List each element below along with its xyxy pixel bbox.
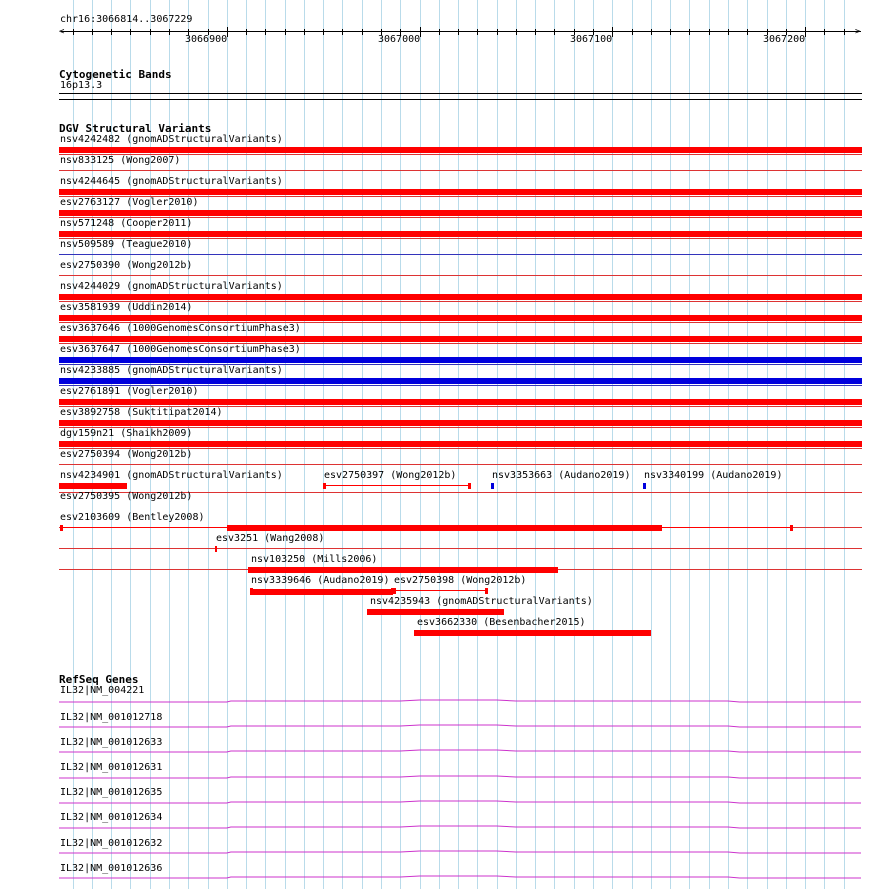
refseq-gene-label: IL32|NM_001012631 (60, 762, 163, 773)
dgv-feature-row[interactable] (0, 219, 890, 240)
dgv-track-title: DGV Structural Variants (59, 122, 212, 135)
ruler-minor-tick (632, 29, 633, 35)
dgv-feature-label: nsv571248 (Cooper2011) (60, 218, 193, 229)
ruler-minor-tick (497, 29, 498, 35)
dgv-feature-line (59, 464, 862, 465)
dgv-feature-label: nsv4244645 (gnomADStructuralVariants) (60, 176, 283, 187)
dgv-feature-label: esv3892758 (Suktitipat2014) (60, 407, 223, 418)
ruler-minor-tick (342, 29, 343, 35)
refseq-gene-label: IL32|NM_001012718 (60, 712, 163, 723)
dgv-feature-label: nsv3340199 (Audano2019) (644, 470, 783, 481)
dgv-feature-row[interactable] (0, 240, 890, 261)
refseq-gene-label: IL32|NM_004221 (60, 685, 145, 696)
dgv-loss-bar (59, 147, 862, 153)
refseq-gene-line[interactable] (59, 725, 861, 727)
dgv-gain-bar (59, 378, 862, 384)
ruler-minor-tick (92, 29, 93, 35)
dgv-end-cap (790, 525, 793, 531)
dgv-loss-bar (414, 630, 651, 636)
ruler-minor-tick (265, 29, 266, 35)
dgv-feature-row[interactable] (0, 135, 890, 156)
dgv-gain-bar (59, 357, 862, 363)
refseq-gene-label: IL32|NM_001012632 (60, 838, 163, 849)
ruler-minor-tick (824, 29, 825, 35)
dgv-end-cap (393, 588, 396, 594)
refseq-gene-line[interactable] (59, 851, 861, 853)
ruler-axis (61, 31, 861, 32)
region-label: chr16:3066814..3067229 (60, 14, 193, 25)
dgv-gain-bar (491, 483, 494, 489)
dgv-feature-label: nsv833125 (Wong2007) (60, 155, 181, 166)
dgv-loss-bar (367, 609, 504, 615)
dgv-feature-label: nsv4235943 (gnomADStructuralVariants) (370, 596, 593, 607)
dgv-loss-bar (59, 399, 862, 405)
dgv-feature-row[interactable] (0, 345, 890, 366)
dgv-feature-label: esv2763127 (Vogler2010) (60, 197, 199, 208)
dgv-loss-bar (227, 525, 662, 531)
ruler-minor-tick (439, 29, 440, 35)
dgv-feature-line (215, 548, 861, 549)
ruler-minor-tick (477, 29, 478, 35)
ruler-minor-tick (670, 29, 671, 35)
dgv-loss-bar (59, 483, 127, 489)
ruler-minor-tick (304, 29, 305, 35)
refseq-gene-line[interactable] (59, 826, 861, 828)
ruler-minor-tick (709, 29, 710, 35)
ruler-major-tick (227, 27, 228, 37)
dgv-feature-label: nsv3339646 (Audano2019) (251, 575, 390, 586)
dgv-feature-label: dgv159n21 (Shaikh2009) (60, 428, 193, 439)
dgv-loss-bar (59, 210, 862, 216)
ruler-minor-tick (535, 29, 536, 35)
ruler-major-tick (612, 27, 613, 37)
ruler-major-tick (805, 27, 806, 37)
refseq-gene-label: IL32|NM_001012635 (60, 787, 163, 798)
dgv-feature-line (59, 170, 862, 171)
ruler-minor-tick (362, 29, 363, 35)
refseq-gene-line[interactable] (59, 801, 861, 803)
ruler-minor-tick (728, 29, 729, 35)
dgv-loss-bar (59, 231, 862, 237)
ruler-tick-label: 3066900 (185, 34, 228, 45)
refseq-track-title: RefSeq Genes (59, 673, 139, 686)
dgv-feature-label: nsv103250 (Mills2006) (251, 554, 378, 565)
dgv-feature-label: esv2750394 (Wong2012b) (60, 449, 193, 460)
dgv-feature-label: esv2750390 (Wong2012b) (60, 260, 193, 271)
dgv-feature-line (393, 590, 487, 591)
refseq-gene-line[interactable] (59, 876, 861, 878)
dgv-end-cap (485, 588, 488, 594)
cytoband-track-title: Cytogenetic Bands (59, 68, 172, 81)
ruler-minor-tick (554, 29, 555, 35)
cytoband-line-top (59, 93, 862, 94)
dgv-feature-label: nsv3353663 (Audano2019) (492, 470, 631, 481)
dgv-feature-label: esv3662330 (Besenbacher2015) (417, 617, 586, 628)
dgv-feature-row[interactable] (0, 324, 890, 345)
dgv-gain-bar (643, 483, 646, 489)
dgv-loss-bar (59, 294, 862, 300)
ruler-minor-tick (323, 29, 324, 35)
dgv-end-cap (323, 483, 326, 489)
refseq-gene-line[interactable] (59, 750, 861, 752)
ruler-tick-label: 3067000 (378, 34, 421, 45)
ruler-minor-tick (844, 29, 845, 35)
cytoband-line-bottom (59, 99, 862, 100)
ruler-minor-tick (150, 29, 151, 35)
dgv-feature-line (59, 254, 862, 255)
dgv-feature-label: nsv4233885 (gnomADStructuralVariants) (60, 365, 283, 376)
dgv-feature-row[interactable] (0, 387, 890, 408)
dgv-feature-row[interactable] (0, 261, 890, 282)
dgv-loss-bar (59, 315, 862, 321)
dgv-feature-label: esv2750397 (Wong2012b) (324, 470, 457, 481)
dgv-feature-row[interactable] (0, 156, 890, 177)
dgv-end-cap (215, 546, 217, 552)
ruler-minor-tick (651, 29, 652, 35)
dgv-feature-label: nsv4234901 (gnomADStructuralVariants) (60, 470, 283, 481)
refseq-gene-line[interactable] (59, 700, 861, 702)
refseq-gene-label: IL32|NM_001012636 (60, 863, 163, 874)
ruler-minor-tick (246, 29, 247, 35)
dgv-feature-row[interactable] (0, 429, 890, 450)
dgv-feature-row[interactable] (0, 408, 890, 429)
ruler-tick-label: 3067200 (763, 34, 806, 45)
dgv-loss-bar (59, 441, 862, 447)
ruler-minor-tick (130, 29, 131, 35)
ruler-minor-tick (516, 29, 517, 35)
ruler-minor-tick (285, 29, 286, 35)
dgv-feature-row[interactable] (0, 177, 890, 198)
ruler-right-arrow-icon: > (855, 27, 861, 37)
dgv-feature-label: esv2750395 (Wong2012b) (60, 491, 193, 502)
ruler-left-arrow-icon: < (59, 27, 65, 37)
ruler-minor-tick (169, 29, 170, 35)
dgv-feature-label: nsv509589 (Teague2010) (60, 239, 193, 250)
dgv-feature-line (59, 275, 862, 276)
refseq-gene-label: IL32|NM_001012633 (60, 737, 163, 748)
dgv-loss-bar (59, 189, 862, 195)
refseq-gene-label: IL32|NM_001012634 (60, 812, 163, 823)
dgv-feature-row[interactable] (0, 198, 890, 219)
dgv-feature-row[interactable] (0, 303, 890, 324)
dgv-feature-label: esv2750398 (Wong2012b) (394, 575, 527, 586)
dgv-loss-bar (59, 420, 862, 426)
ruler-minor-tick (111, 29, 112, 35)
ruler-minor-tick (747, 29, 748, 35)
ruler-tick-label: 3067100 (570, 34, 613, 45)
dgv-feature-label: esv2761891 (Vogler2010) (60, 386, 199, 397)
ruler-minor-tick (458, 29, 459, 35)
dgv-feature-label: esv3637647 (1000GenomesConsortiumPhase3) (60, 344, 301, 355)
dgv-feature-label: esv3637646 (1000GenomesConsortiumPhase3) (60, 323, 301, 334)
dgv-feature-label: nsv4244029 (gnomADStructuralVariants) (60, 281, 283, 292)
dgv-end-cap (60, 525, 63, 531)
dgv-feature-row[interactable] (0, 366, 890, 387)
dgv-end-cap (250, 588, 253, 594)
ruler-minor-tick (73, 29, 74, 35)
dgv-end-cap (468, 483, 471, 489)
dgv-loss-bar (248, 567, 558, 573)
dgv-feature-label: esv3581939 (Uddin2014) (60, 302, 193, 313)
ruler-major-tick (420, 27, 421, 37)
dgv-feature-line (323, 485, 470, 486)
cytoband-band-label: 16p13.3 (60, 80, 103, 91)
refseq-gene-line[interactable] (59, 776, 861, 778)
dgv-feature-label: nsv4242482 (gnomADStructuralVariants) (60, 134, 283, 145)
dgv-feature-row[interactable] (0, 450, 890, 471)
dgv-feature-line (250, 589, 393, 595)
ruler-minor-tick (689, 29, 690, 35)
dgv-feature-row[interactable] (0, 282, 890, 303)
dgv-feature-label: esv2103609 (Bentley2008) (60, 512, 205, 523)
dgv-feature-label: esv3251 (Wang2008) (216, 533, 325, 544)
dgv-loss-bar (59, 336, 862, 342)
